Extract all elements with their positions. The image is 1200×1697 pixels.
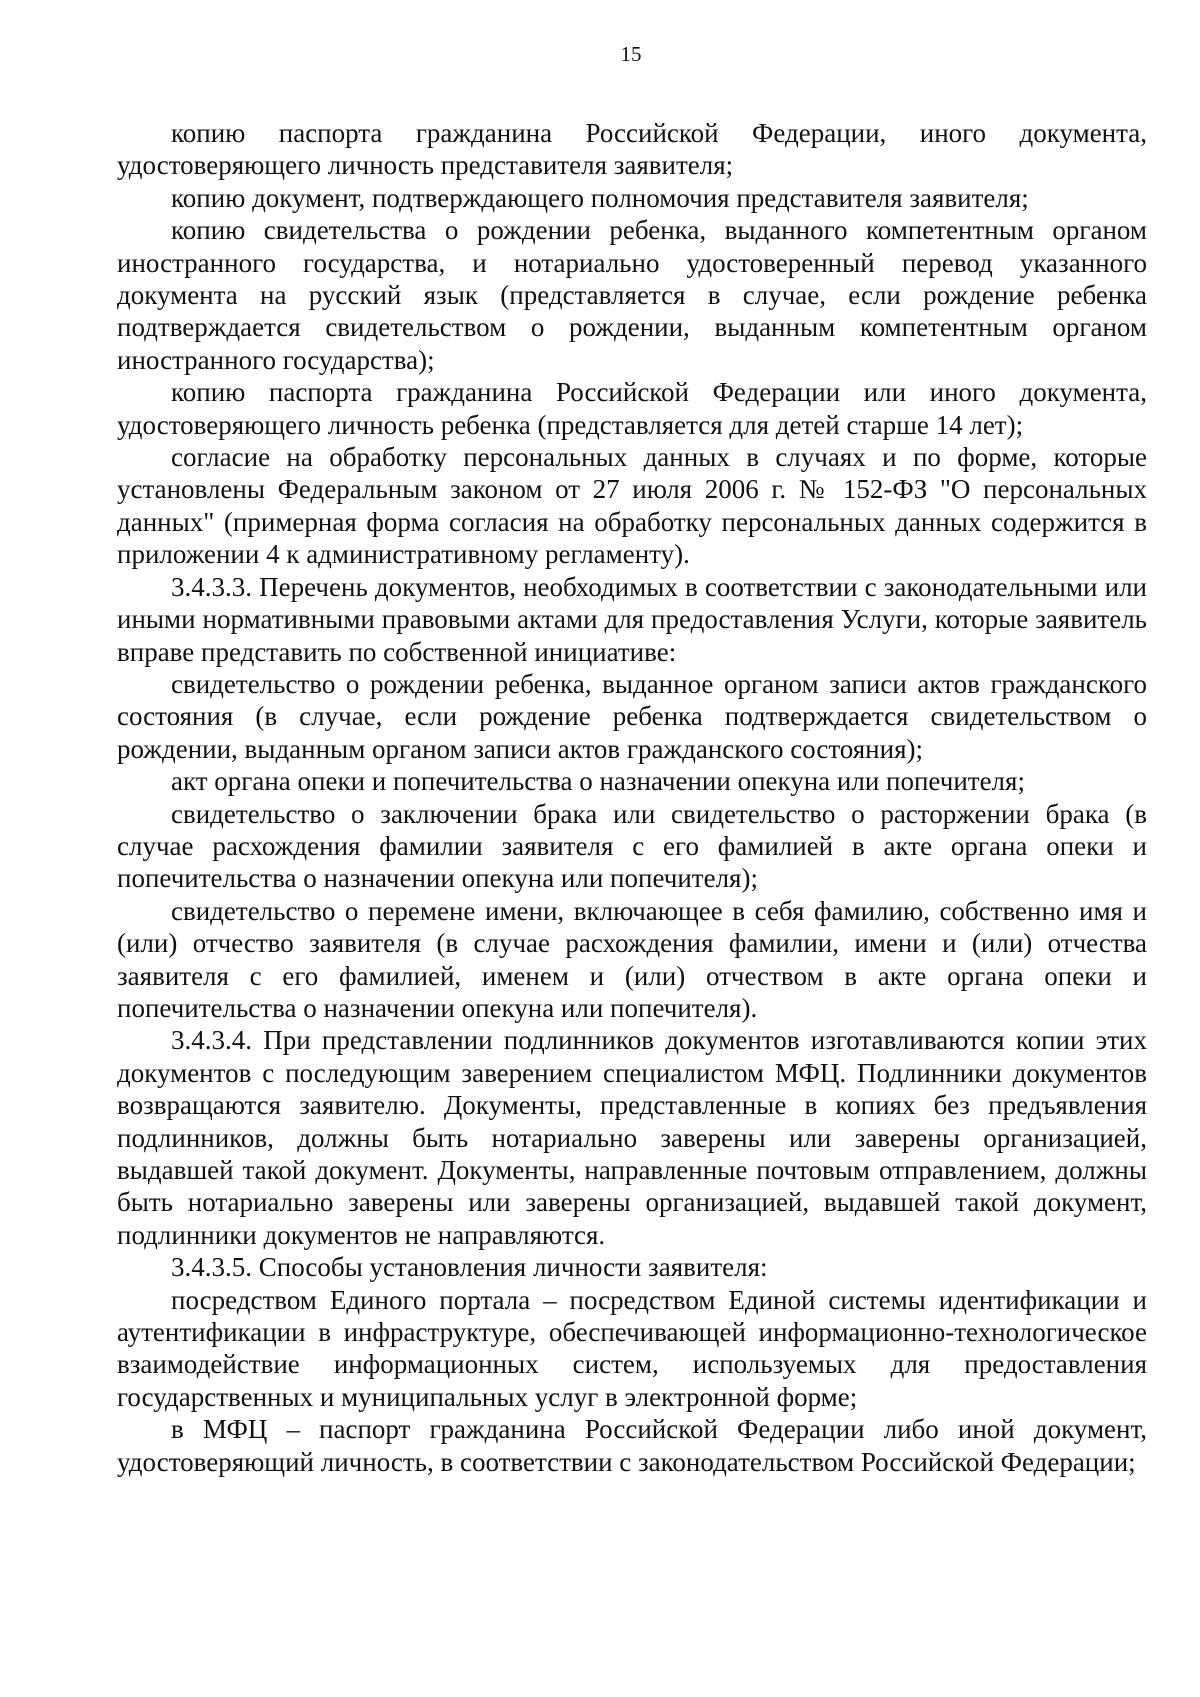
paragraph-representative-passport: копию паспорта гражданина Российской Федерации, иного документа, удостоверяющего личность представителя заявителя; (117, 118, 1147, 181)
paragraph-personal-data-consent: согласие на обработку персональных данных в случаях и по форме, которые установлены Федеральным законом от 27 июля 2006 г. № 152-ФЗ "О персональных данных" (примерная форма согласия на обработку персональных данных содержится в приложении 4 к административному регламенту). (117, 442, 1147, 570)
page-number: 15 (620, 42, 642, 66)
paragraph-mfc-passport: в МФЦ – паспорт гражданина Российской Федерации либо иной документ, удостоверяющий личность, в соответствии с законодательством Российской Федерации; (117, 1414, 1147, 1477)
paragraph-guardianship-act: акт органа опеки и попечительства о назначении опекуна или попечителя; (171, 766, 1025, 797)
paragraph-section-3-4-3-4: 3.4.3.4. При представлении подлинников документов изготавливаются копии этих документов с последующим заверением специалистом МФЦ. Подлинники документов возвращаются заявителю. Документы, представленные в копиях без предъявления подлинников, должны быть нотариально заверены или заверены организацией, выдавшей такой документ. Документы, направленные почтовым отправлением, должны быть нотариально заверены или заверены организацией, выдавшей такой документ, подлинники документов не направляются. (117, 1025, 1147, 1250)
paragraph-child-passport: копию паспорта гражданина Российской Федерации или иного документа, удостоверяющего личность ребенка (представляется для детей старше 14 лет); (117, 377, 1147, 440)
body-text (117, 117, 1147, 1478)
paragraph-section-3-4-3-3: 3.4.3.3. Перечень документов, необходимых в соответствии с законодательными или иными нормативными правовыми актами для предоставления Услуги, которые заявитель вправе представить по собственной инициативе: (117, 571, 1147, 667)
paragraph-foreign-birth-certificate: копию свидетельства о рождении ребенка, выданного компетентным органом иностранного государства, и нотариально удостоверенный перевод указанного документа на русский язык (представляется в случае, если рождение ребенка подтверждается свидетельством о рождении, выданным компетентным органом иностранного государства); (117, 215, 1147, 375)
paragraph-authority-document: копию документ, подтверждающего полномочия представителя заявителя; (171, 182, 1029, 213)
paragraph-section-3-4-3-5: 3.4.3.5. Способы установления личности заявителя: (171, 1252, 768, 1283)
paragraph-marriage-certificate: свидетельство о заключении брака или свидетельство о расторжении брака (в случае расхождения фамилии заявителя с его фамилией в акте органа опеки и попечительства о назначении опекуна или попечителя); (117, 798, 1147, 894)
paragraph-unified-portal: посредством Единого портала – посредством Единой системы идентификации и аутентификации в инфраструктуре, обеспечивающей информационно-технологическое взаимодействие информационных систем, используемых для предоставления государственных и муниципальных услуг в электронной форме; (117, 1284, 1147, 1412)
paragraph-name-change-certificate: свидетельство о перемене имени, включающее в себя фамилию, собственно имя и (или) отчество заявителя (в случае расхождения фамилии, имени и (или) отчества заявителя с его фамилией, именем и (или) отчеством в акте органа опеки и попечительства о назначении опекуна или попечителя). (117, 895, 1147, 1023)
paragraph-birth-certificate: свидетельство о рождении ребенка, выданное органом записи актов гражданского состояния (в случае, если рождение ребенка подтверждается свидетельством о рождении, выданным органом записи актов гражданского состояния); (117, 668, 1147, 764)
